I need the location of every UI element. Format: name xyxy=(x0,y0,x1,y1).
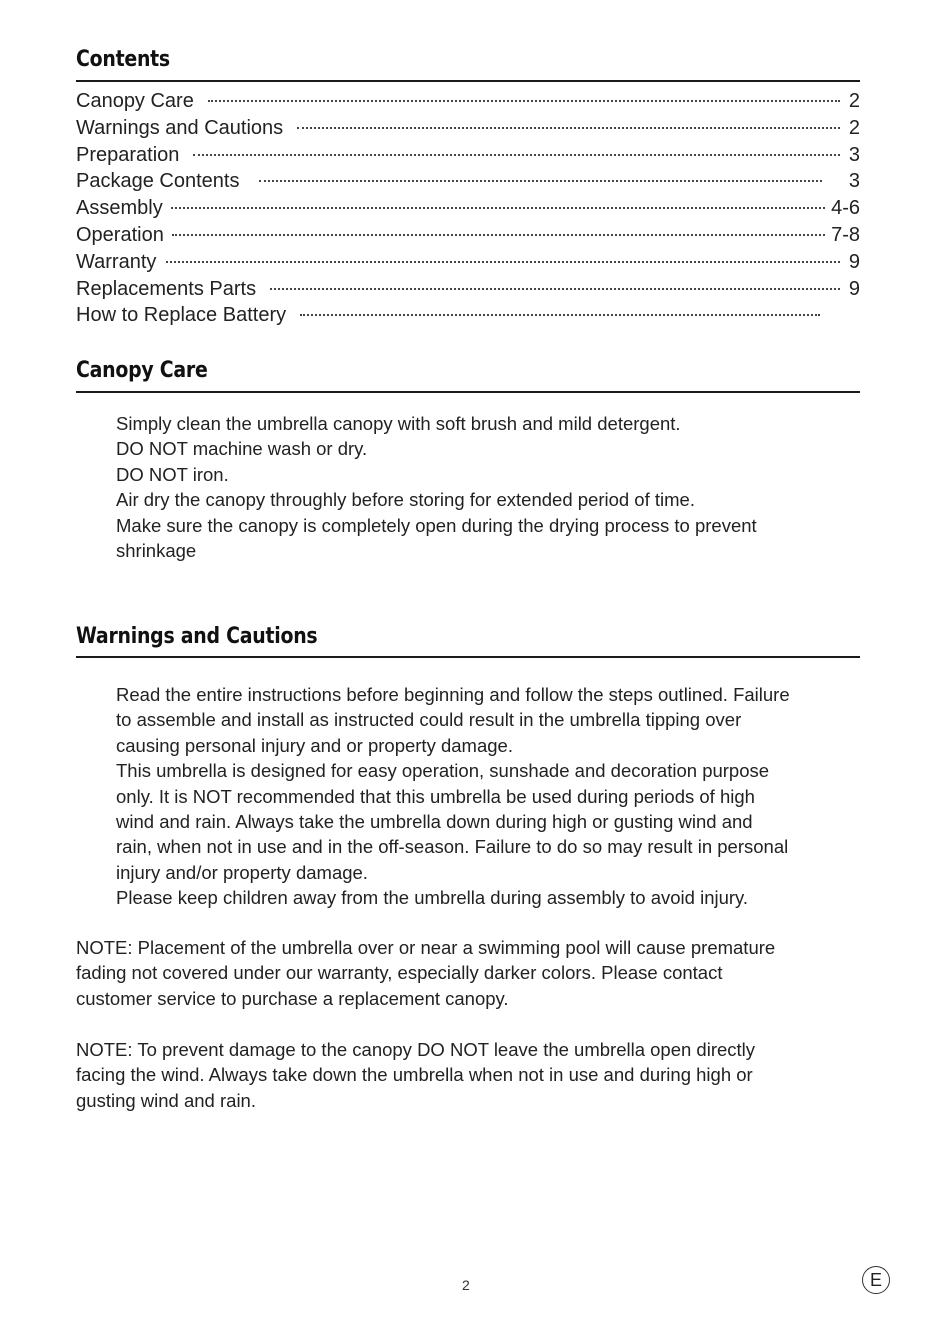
toc-entry-label: Replacements Parts xyxy=(76,277,257,300)
warnings-line: Please keep children away from the umbrella during assembly to avoid injury. xyxy=(116,887,749,909)
contents-rule xyxy=(76,80,860,82)
toc-entry-operation[interactable] xyxy=(76,222,860,249)
toc-entry-canopy-care[interactable] xyxy=(76,88,860,115)
page-number: 2 xyxy=(462,1277,470,1293)
table-of-contents xyxy=(76,88,860,329)
contents-heading: Contents xyxy=(76,47,170,72)
toc-entry-page: 2 xyxy=(848,116,860,139)
warnings-line: only. It is NOT recommended that this umbrella be used during periods of high xyxy=(116,785,755,807)
canopy-care-line: shrinkage xyxy=(116,540,197,562)
toc-entry-page: 9 xyxy=(848,277,860,300)
warnings-line: injury and/or property damage. xyxy=(116,861,368,883)
toc-leader-dots xyxy=(172,234,825,236)
note-line: fading not covered under our warranty, especially darker colors. Please contact xyxy=(76,962,723,984)
note-line: facing the wind. Always take down the umbrella when not in use and during high or xyxy=(76,1064,753,1086)
canopy-care-line: DO NOT iron. xyxy=(116,463,229,485)
toc-entry-page: 2 xyxy=(848,90,860,112)
warnings-line: This umbrella is designed for easy operation, sunshade and decoration purpose xyxy=(116,760,770,782)
toc-entry-page: 9 xyxy=(848,250,860,273)
toc-leader-dots xyxy=(166,261,840,263)
toc-leader-dots xyxy=(300,314,820,316)
wind-note xyxy=(76,1037,860,1113)
canopy-care-line: Make sure the canopy is completely open during the drying process to prevent xyxy=(116,514,757,536)
canopy-care-line: Air dry the canopy throughly before storing for extended period of time. xyxy=(116,489,695,511)
toc-leader-dots xyxy=(193,154,840,156)
toc-entry-package-contents[interactable] xyxy=(76,168,860,195)
toc-entry-label: Warnings and Cautions xyxy=(76,116,284,139)
canopy-care-body xyxy=(116,411,862,563)
toc-entry-label: Preparation xyxy=(76,143,180,166)
toc-entry-label: Canopy Care xyxy=(76,90,194,112)
toc-leader-dots xyxy=(297,127,840,129)
canopy-care-heading: Canopy Care xyxy=(76,358,208,383)
note-line: gusting wind and rain. xyxy=(76,1089,256,1111)
language-badge: E xyxy=(862,1266,890,1294)
toc-entry-label: Package Contents xyxy=(76,170,240,193)
toc-entry-page: 3 xyxy=(848,170,860,193)
warnings-body xyxy=(116,682,862,911)
warnings-heading: Warnings and Cautions xyxy=(76,624,318,649)
note-line: NOTE: Placement of the umbrella over or near a swimming pool will cause premature xyxy=(76,937,776,958)
toc-entry-warranty[interactable] xyxy=(76,249,860,276)
pool-note xyxy=(76,935,860,1011)
toc-entry-page: 4-6 xyxy=(831,197,860,220)
toc-leader-dots xyxy=(171,207,825,209)
warnings-rule xyxy=(76,656,860,658)
toc-entry-label: Assembly xyxy=(76,197,163,220)
warnings-line: wind and rain. Always take the umbrella down during high or gusting wind and xyxy=(116,811,753,833)
toc-leader-dots xyxy=(208,100,840,102)
warnings-line: causing personal injury and or property damage. xyxy=(116,734,513,756)
note-line: NOTE: To prevent damage to the canopy DO NOT leave the umbrella open directly xyxy=(76,1039,756,1060)
toc-entry-assembly[interactable] xyxy=(76,195,860,222)
toc-entry-page: 3 xyxy=(848,143,860,166)
canopy-care-line: Simply clean the umbrella canopy with soft brush and mild detergent. xyxy=(116,413,681,434)
toc-entry-preparation[interactable] xyxy=(76,142,860,169)
toc-entry-replace-battery[interactable] xyxy=(76,302,860,329)
toc-entry-warnings[interactable] xyxy=(76,115,860,142)
warnings-line: Read the entire instructions before beginning and follow the steps outlined. Failure xyxy=(116,684,790,705)
warnings-line: rain, when not in use and in the off-season. Failure to do so may result in personal xyxy=(116,836,789,858)
toc-entry-page: 7-8 xyxy=(831,223,860,246)
toc-entry-label: How to Replace Battery xyxy=(76,304,287,327)
toc-leader-dots xyxy=(270,288,840,290)
toc-entry-label: Operation xyxy=(76,223,164,246)
canopy-care-line: DO NOT machine wash or dry. xyxy=(116,438,368,460)
toc-entry-replacement-parts[interactable] xyxy=(76,276,860,303)
warnings-line: to assemble and install as instructed could result in the umbrella tipping over xyxy=(116,709,742,731)
canopy-care-rule xyxy=(76,391,860,393)
toc-entry-label: Warranty xyxy=(76,250,157,273)
toc-leader-dots xyxy=(259,180,822,182)
note-line: customer service to purchase a replacement canopy. xyxy=(76,987,509,1009)
